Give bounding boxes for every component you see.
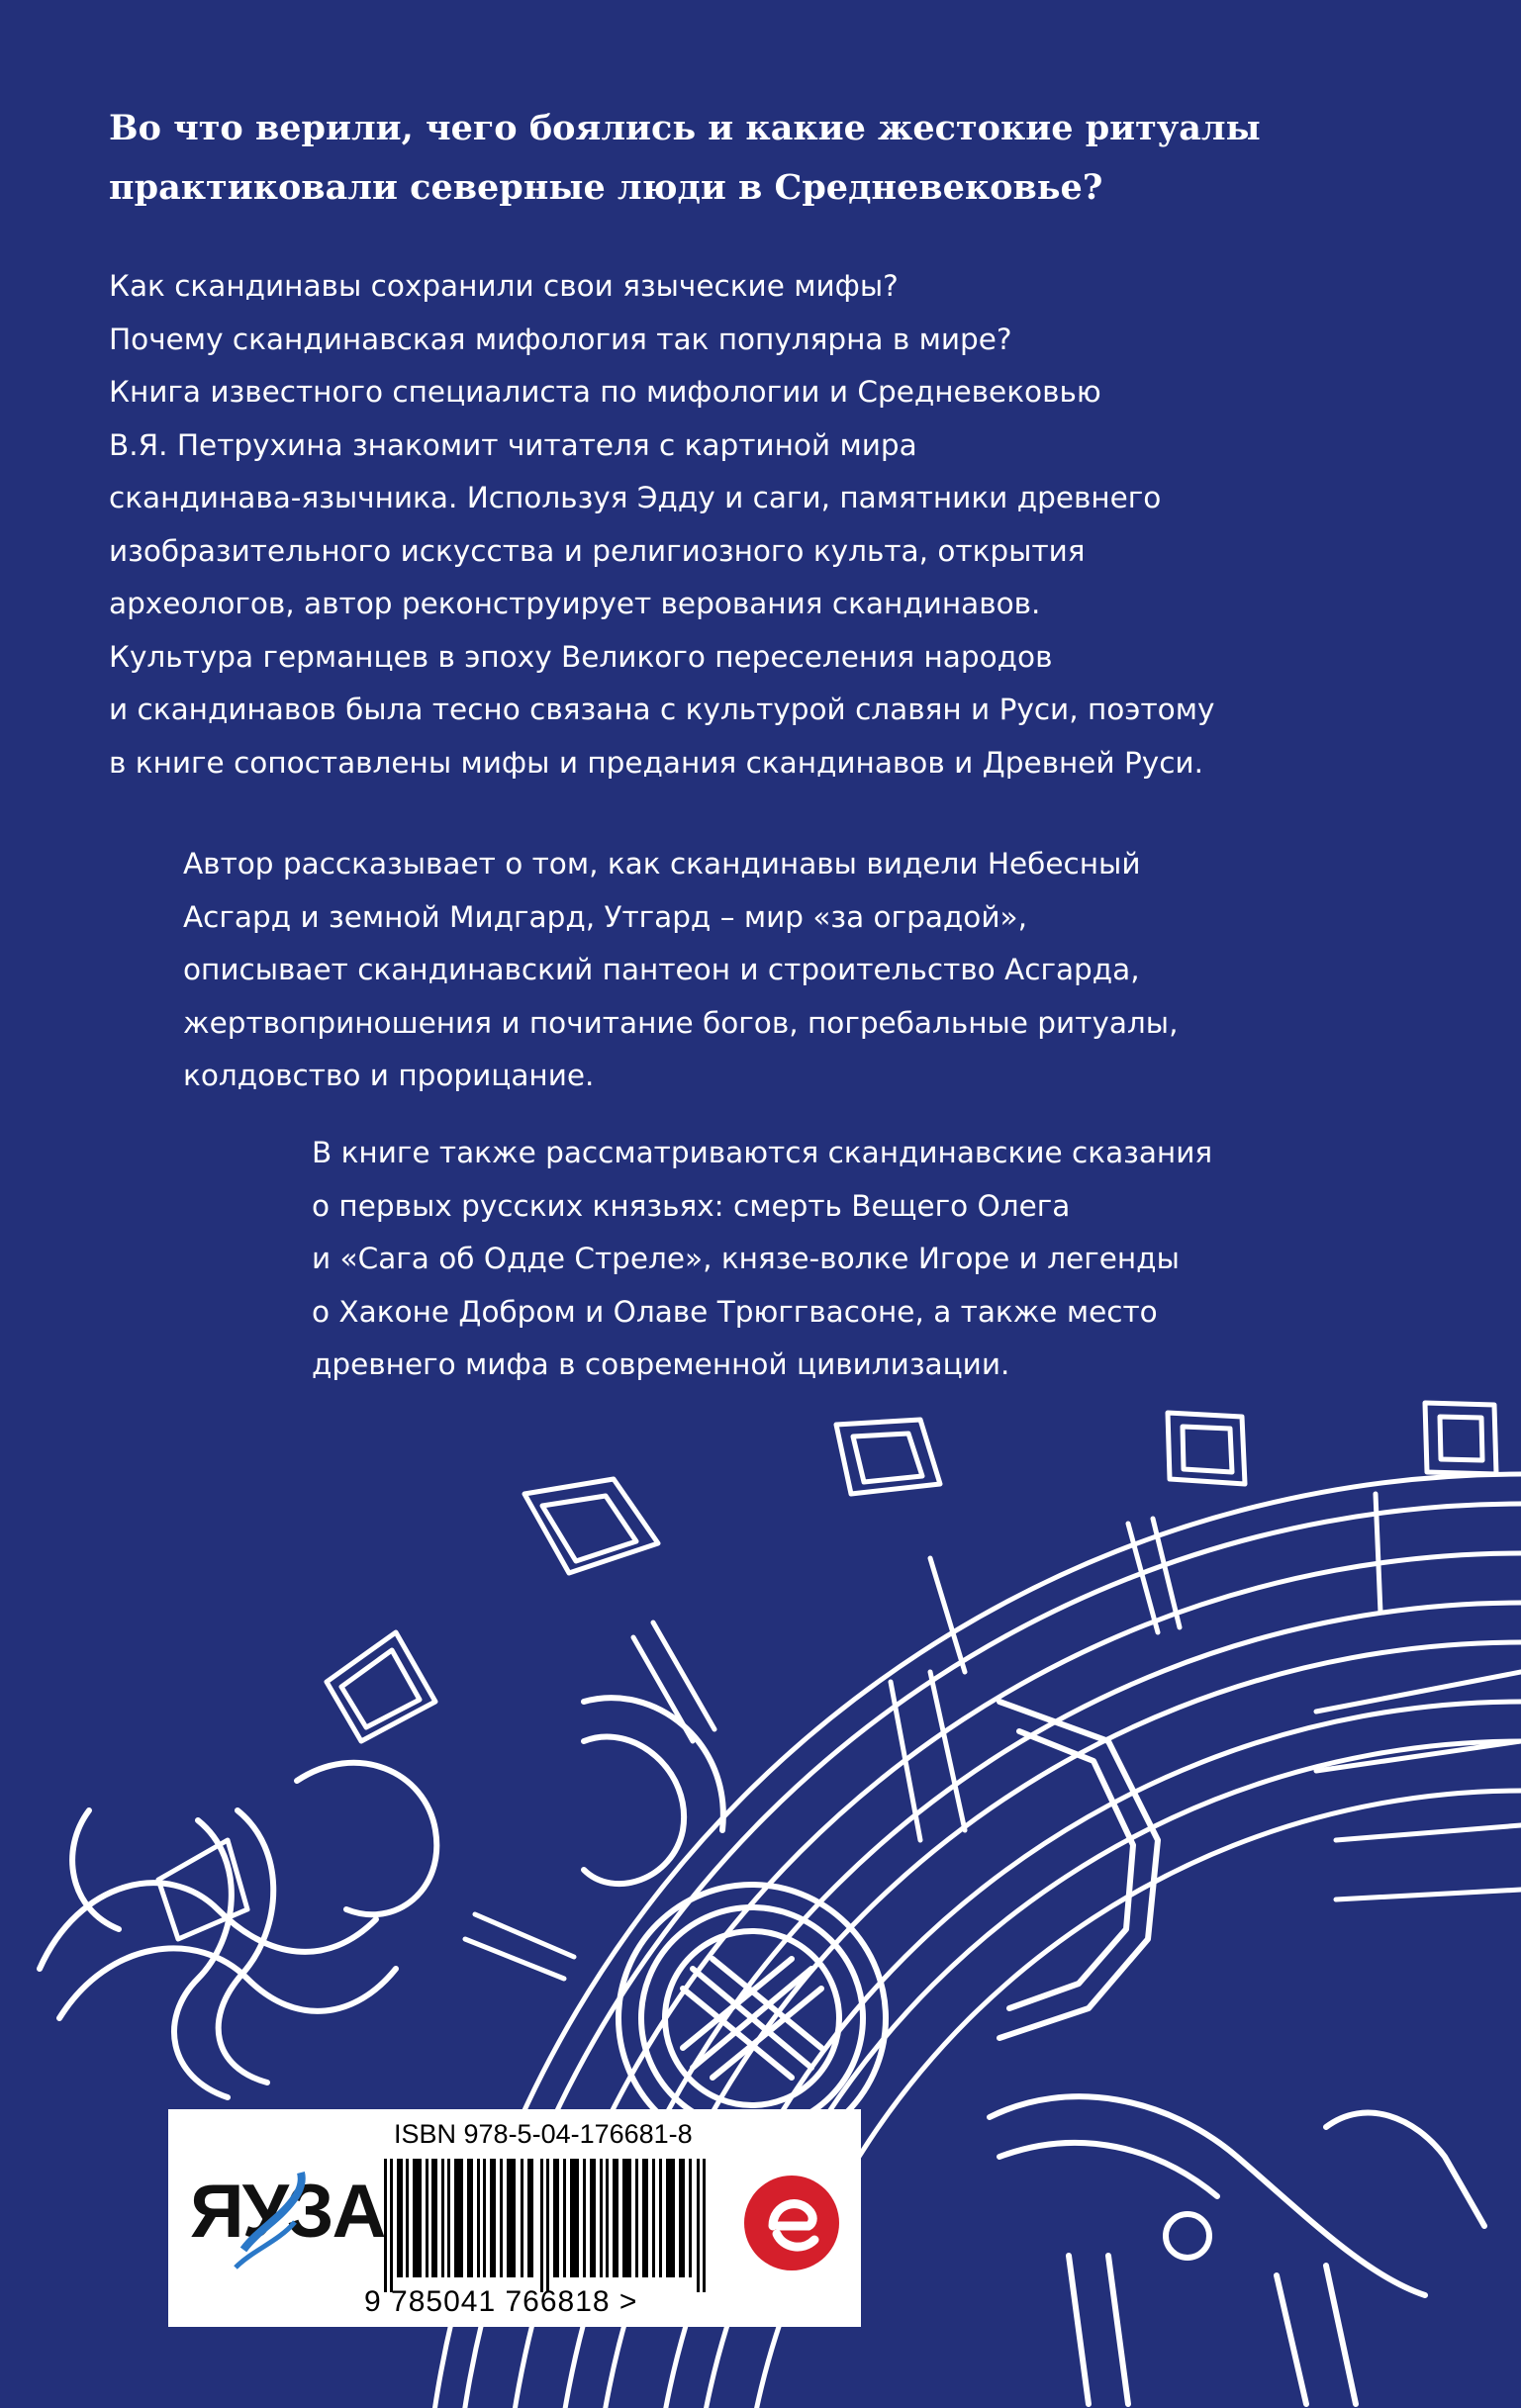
publisher-logo [184, 2151, 385, 2289]
text-line: колдовство и прорицание. [183, 1059, 595, 1092]
text-line: Автор рассказывает о том, как скандинавы видели Небесный [183, 847, 1141, 880]
headline-line: практиковали северные люди в Средневековье? [109, 167, 1103, 208]
animal-head [990, 1702, 1484, 2404]
text-line: изобразительного искусства и религиозного культа, открытия [109, 533, 1086, 568]
text-line: археологов, автор реконструирует верования скандинавов. [109, 587, 1041, 620]
text-line: Почему скандинавская мифология так популярна в мире? [109, 322, 1012, 356]
text-line: древнего мифа в современной цивилизации. [312, 1347, 1010, 1381]
text-line: описывает скандинавский пантеон и строительство Асгарда, [183, 953, 1140, 986]
text-line: о Хаконе Добром и Олаве Трюггвасоне, а также место [312, 1294, 1158, 1329]
text-line: Как скандинавы сохранили свои языческие мифы? [109, 269, 899, 303]
text-line: В книге также рассматриваются скандинавские сказания [312, 1136, 1213, 1169]
text-line: скандинава-язычника. Используя Эдду и саги, памятники древнего [109, 481, 1162, 514]
text-line: в книге сопоставлены мифы и предания скандинавов и Древней Руси. [109, 745, 1203, 780]
text-line: жертвоприношения и почитание богов, погребальные ритуалы, [183, 1005, 1179, 1040]
eksmo-logo-icon [737, 2169, 846, 2277]
text-line: о первых русских князьях: смерть Вещего Олега [312, 1188, 1071, 1223]
barcode-digits: 9 785041 766818 > [364, 2285, 638, 2318]
text-line: В.Я. Петрухина знакомит читателя с картиной мира [109, 427, 917, 462]
text-line: и скандинавов была тесно связана с культурой славян и Руси, поэтому [109, 693, 1215, 726]
text-line: Книга известного специалиста по мифологии и Средневековью [109, 375, 1101, 409]
headline-line: Во что верили, чего боялись и какие жестокие ритуалы [109, 108, 1261, 148]
text-line: Асгард и земной Мидгард, Утгард – мир «за оградой», [183, 899, 1027, 934]
publisher-logo-text: ЯУЗА [190, 2170, 385, 2254]
barcode-card [168, 2109, 861, 2327]
river-wave-icon [184, 2151, 352, 2289]
text-line: Культура германцев в эпоху Великого переселения народов [109, 639, 1053, 674]
isbn-text: ISBN 978-5-04-176681-8 [394, 2119, 693, 2149]
text-line: и «Сага об Одде Стреле», князе-волке Игоре и легенды [312, 1242, 1180, 1275]
barcode [384, 2159, 711, 2292]
